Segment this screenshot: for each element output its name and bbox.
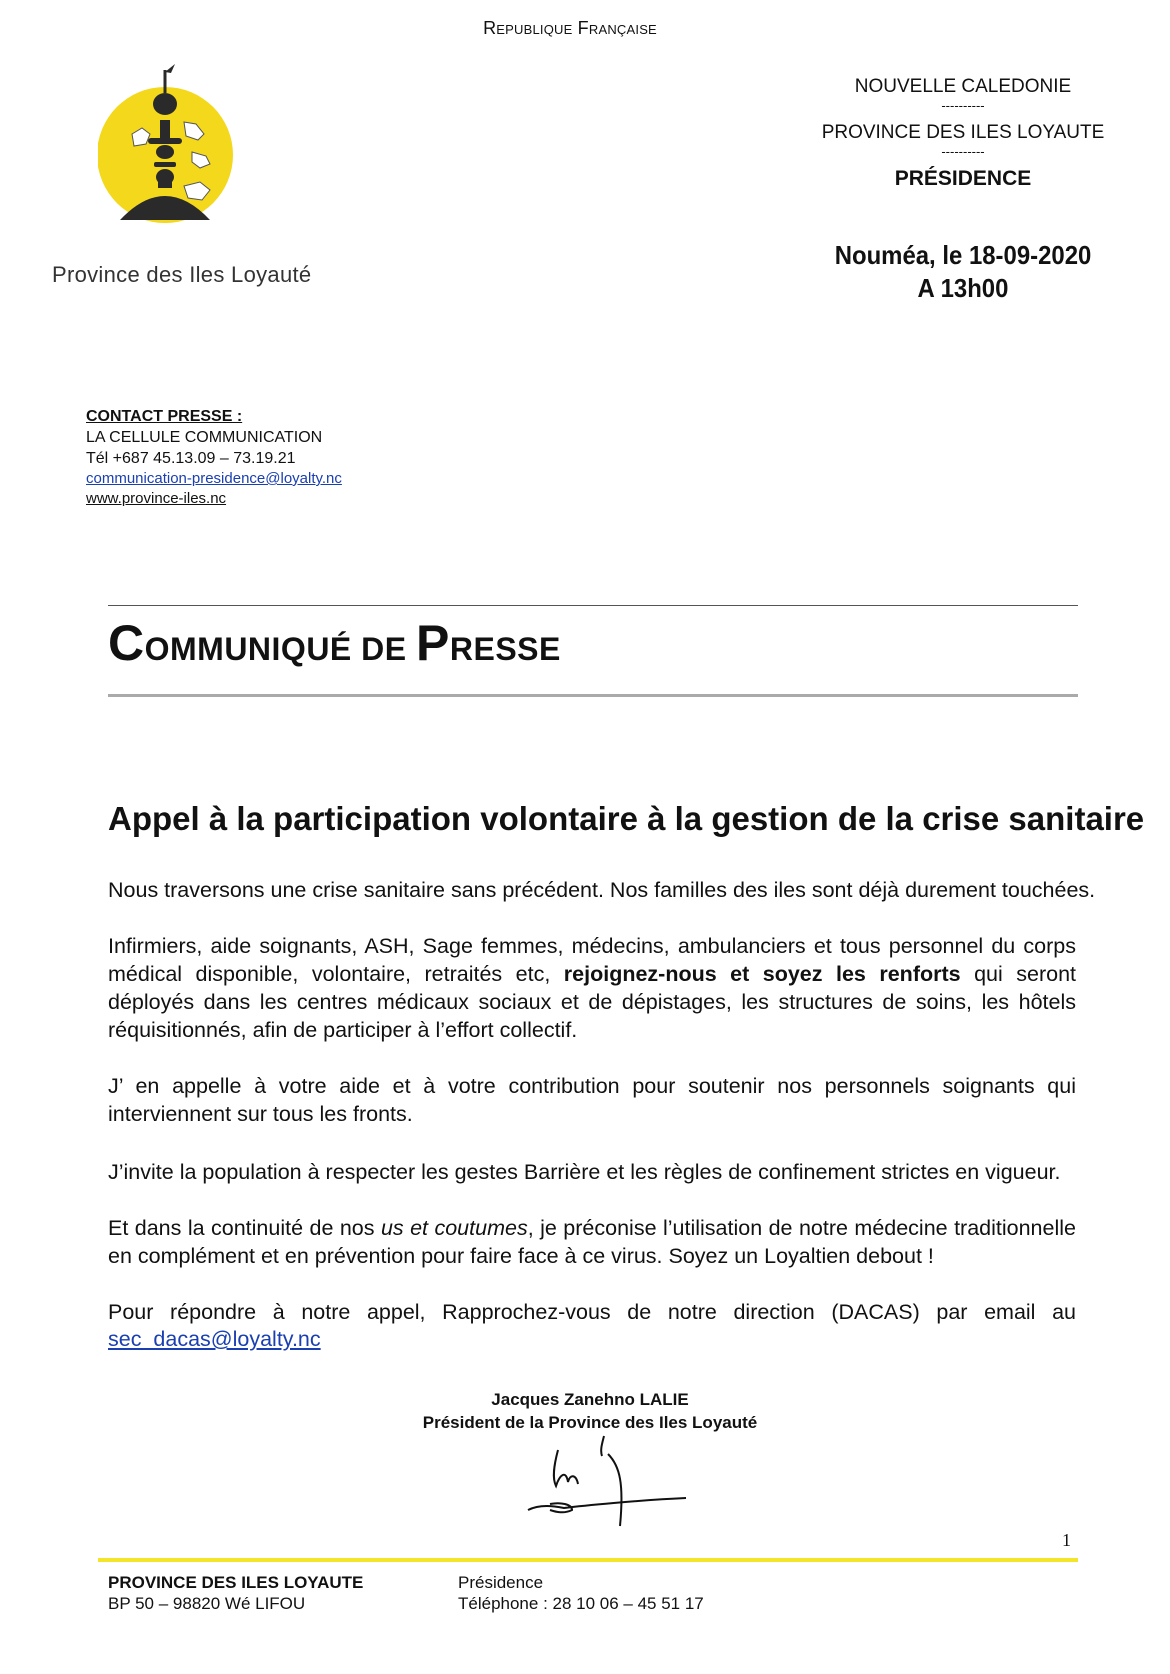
province-name: PROVINCE DES ILES LOYAUTE <box>821 122 1105 143</box>
office-name: PRÉSIDENCE <box>894 167 1032 190</box>
header-separator: ---------- <box>941 98 985 113</box>
time-line: A 13h00 <box>917 273 1009 303</box>
paragraph-5-end: , je préconise l’utilisation de notre médecine traditionnelle en complément et en prévention pour faire face à ce virus. Soyez un Loyaltien debout ! <box>108 1216 1076 1268</box>
paragraph-2-start: Infirmiers, aide soignants, ASH, Sage femmes, médecins, ambulanciers et tous personnel du corps médical disponible, volontaire, retraités etc, <box>108 934 1076 986</box>
headline: Appel à la participation volontaire à la gestion de la crise sanitaire <box>108 800 1145 837</box>
title-bottom-rule <box>108 694 1078 697</box>
contact-website-link[interactable]: www.province-iles.nc <box>86 490 227 507</box>
date-line: Nouméa, le 18-09-2020 <box>834 240 1092 270</box>
paragraph-5-italic: us et coutumes <box>380 1216 528 1240</box>
dacas-email-link[interactable]: sec_dacas@loyalty.nc <box>108 1327 321 1351</box>
paragraph-2-end: qui seront déployés dans les centres médicaux sociaux et de dépistages, les structures de soins, les hôtels réquisitionnés, afin de participer à l’effort collectif. <box>108 962 1077 1042</box>
contact-title: CONTACT PRESSE : <box>86 408 243 425</box>
signatory-title: Président de la Province des Iles Loyauté <box>422 1413 758 1432</box>
paragraph-3: J’ en appelle à votre aide et à votre contribution pour soutenir nos personnels soignants qui interviennent sur tous les fronts. <box>108 1074 1076 1126</box>
paragraph-2 <box>108 932 1076 1044</box>
logo-caption: Province des Iles Loyauté <box>52 262 312 287</box>
footer-rule <box>98 1558 1078 1562</box>
province-logo-icon <box>98 60 248 230</box>
republique-francaise-header: Republique Française <box>483 18 657 38</box>
paragraph-2-bold: rejoignez-nous et soyez les renforts <box>563 962 961 986</box>
paragraph-5 <box>108 1214 1076 1270</box>
page-number: 1 <box>1062 1530 1071 1550</box>
paragraph-4: J’invite la population à respecter les gestes Barrière et les règles de confinement strictes en vigueur. <box>108 1160 1061 1184</box>
title-word-de: DE <box>351 631 416 667</box>
paragraph-1: Nous traversons une crise sanitaire sans précédent. Nos familles des iles sont déjà durement touchées. <box>108 878 1096 902</box>
title-word-communique: OMMUNIQUÉ <box>144 631 352 667</box>
document-title <box>108 614 561 672</box>
title-initial-c: C <box>108 615 145 671</box>
signatory-name: Jacques Zanehno LALIE <box>491 1390 689 1409</box>
title-top-rule <box>108 605 1078 606</box>
footer-organization: PROVINCE DES ILES LOYAUTE <box>108 1573 364 1592</box>
footer-phone: Téléphone : 28 10 06 – 45 51 17 <box>458 1594 704 1613</box>
region-name: NOUVELLE CALEDONIE <box>854 76 1072 97</box>
header-separator: ---------- <box>941 144 985 159</box>
contact-phone: Tél +687 45.13.09 – 73.19.21 <box>86 450 296 467</box>
title-initial-p: P <box>416 615 450 671</box>
paragraph-5-start: Et dans la continuité de nos <box>108 1216 381 1240</box>
footer-department: Présidence <box>458 1573 544 1592</box>
footer-address: BP 50 – 98820 Wé LIFOU <box>108 1594 306 1613</box>
handwritten-signature-icon <box>520 1430 690 1530</box>
title-word-presse: RESSE <box>449 631 561 667</box>
contact-email-link[interactable]: communication-presidence@loyalty.nc <box>86 470 342 487</box>
contact-cell: LA CELLULE COMMUNICATION <box>86 429 323 446</box>
paragraph-6: Pour répondre à notre appel, Rapprochez-vous de notre direction (DACAS) par email au <box>108 1300 1076 1324</box>
